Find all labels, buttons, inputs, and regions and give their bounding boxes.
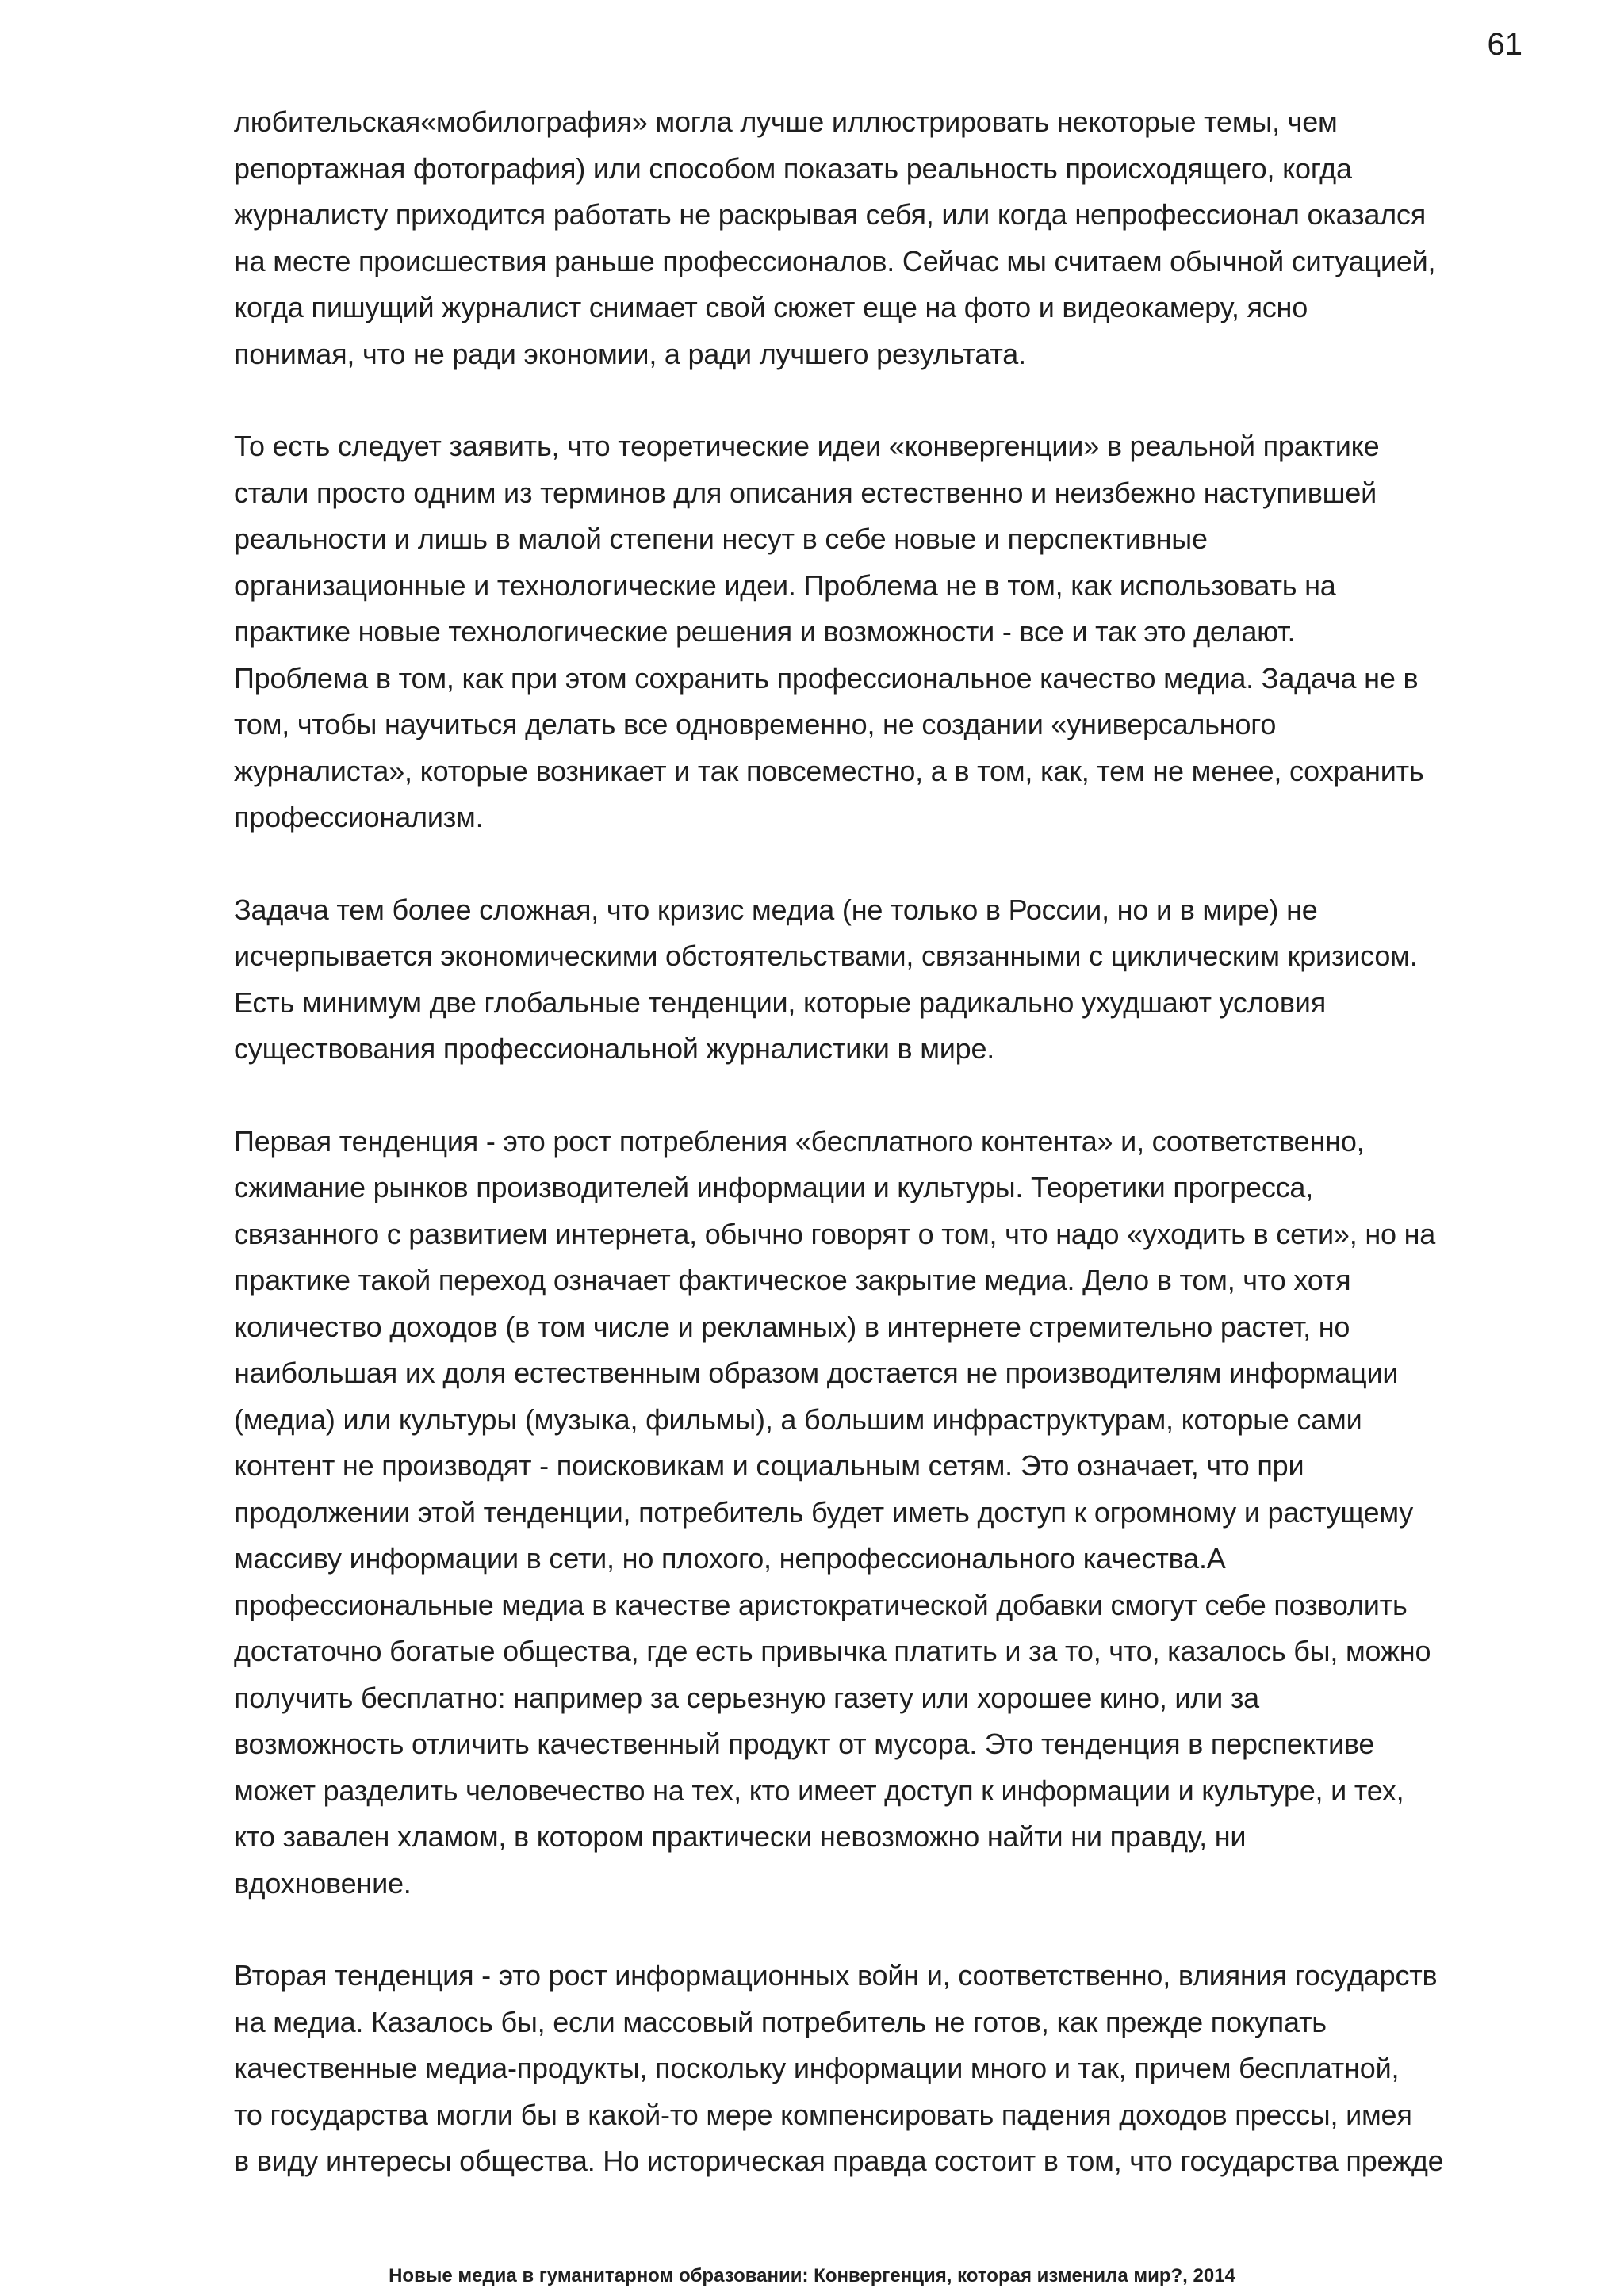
paragraph: [234, 887, 1522, 1073]
text-line: том, чтобы научиться делать все одновременно, не создании «универсального: [234, 708, 1277, 740]
text-line: реальности и лишь в малой степени несут в себе новые и перспективные: [234, 522, 1208, 555]
text-line: когда пишущий журналист снимает свой сюжет еще на фото и видеокамеру, ясно: [234, 291, 1308, 323]
text-line: Первая тенденция - это рост потребления «бесплатного контента» и, соответственно,: [234, 1124, 1365, 1158]
text-line: достаточно богатые общества, где есть привычка платить и за то, что, казалось бы, можно: [234, 1635, 1431, 1667]
body-text: [234, 99, 1522, 2231]
text-line: возможность отличить качественный продукт от мусора. Это тенденция в перспективе: [234, 1728, 1375, 1760]
text-line: существования профессиональной журналистики в мире.: [234, 1032, 995, 1065]
text-line: практике новые технологические решения и возможности - все и так это делают.: [234, 615, 1296, 648]
text-line: может разделить человечество на тех, кто имеет доступ к информации и культуре, и тех,: [234, 1774, 1404, 1807]
text-line: продолжении этой тенденции, потребитель будет иметь доступ к огромному и растущему: [234, 1495, 1414, 1529]
paragraph: [234, 1119, 1522, 1908]
text-line: кто завален хламом, в котором практически невозможно найти ни правду, ни: [234, 1820, 1247, 1853]
text-line: Проблема в том, как при этом сохранить профессиональное качество медиа. Задача не в: [234, 661, 1419, 695]
text-line: сжимание рынков производителей информации и культуры. Теоретики прогресса,: [234, 1171, 1314, 1203]
text-line: количество доходов (в том числе и рекламных) в интернете стремительно растет, но: [234, 1310, 1350, 1343]
footer-citation: Новые медиа в гуманитарном образовании: Конвергенция, которая изменила мир?, 2014: [389, 2265, 1235, 2286]
text-line: репортажная фотография) или способом показать реальность происходящего, когда: [234, 151, 1352, 185]
text-line: практике такой переход означает фактическое закрытие медиа. Дело в том, что хотя: [234, 1264, 1351, 1296]
page-number: 61: [1487, 27, 1522, 62]
text-line: журналисту приходится работать не раскрывая себя, или когда непрофессионал оказался: [234, 198, 1427, 231]
paragraph: [234, 1953, 1522, 2185]
paragraph: [234, 99, 1522, 377]
text-line: организационные и технологические идеи. Проблема не в том, как использовать на: [234, 568, 1336, 602]
text-line: любительская«мобилография» могла лучше иллюстрировать некоторые темы, чем: [234, 105, 1338, 138]
text-line: массиву информации в сети, но плохого, непрофессионального качества.А: [234, 1542, 1226, 1575]
paragraph: [234, 423, 1522, 841]
text-line: (медиа) или культуры (музыка, фильмы), а большим инфраструктурам, которые сами: [234, 1402, 1362, 1436]
text-line: журналиста», которые возникает и так повсеместно, а в том, как, тем не менее, сохранить: [234, 754, 1424, 787]
text-line: исчерпывается экономическими обстоятельствами, связанными с циклическим кризисом.: [234, 939, 1418, 972]
text-line: профессиональные медиа в качестве аристократической добавки смогут себе позволить: [234, 1588, 1408, 1621]
text-line: в виду интересы общества. Но историческая правда состоит в том, что государства прежде: [234, 2145, 1444, 2177]
text-line: стали просто одним из терминов для описания естественно и неизбежно наступившей: [234, 476, 1377, 509]
text-line: получить бесплатно: например за серьезную газету или хорошее кино, или за: [234, 1681, 1259, 1714]
text-line: наибольшая их доля естественным образом достается не производителям информации: [234, 1357, 1399, 1389]
text-line: вдохновение.: [234, 1866, 412, 1900]
text-line: связанного с развитием интернета, обычно говорят о том, что надо «уходить в сети», но на: [234, 1217, 1436, 1250]
text-line: на месте происшествия раньше профессионалов. Сейчас мы считаем обычной ситуацией,: [234, 244, 1436, 277]
text-line: контент не производят - поисковикам и социальным сетям. Это означает, что при: [234, 1449, 1304, 1482]
text-line: То есть следует заявить, что теоретические идеи «конвергенции» в реальной практике: [234, 430, 1380, 462]
text-line: Вторая тенденция - это рост информационных войн и, соответственно, влияния государств: [234, 1959, 1438, 1992]
text-line: Есть минимум две глобальные тенденции, которые радикально ухудшают условия: [234, 985, 1326, 1019]
text-line: то государства могли бы в какой-то мере компенсировать падения доходов прессы, имея: [234, 2098, 1412, 2131]
text-line: качественные медиа-продукты, поскольку информации много и так, причем бесплатной,: [234, 2052, 1400, 2084]
text-line: понимая, что не ради экономии, а ради лучшего результата.: [234, 337, 1026, 370]
text-line: профессионализм.: [234, 801, 484, 833]
text-line: на медиа. Казалось бы, если массовый потребитель не готов, как прежде покупать: [234, 2005, 1327, 2038]
text-line: Задача тем более сложная, что кризис медиа (не только в России, но и в мире) не: [234, 893, 1318, 926]
